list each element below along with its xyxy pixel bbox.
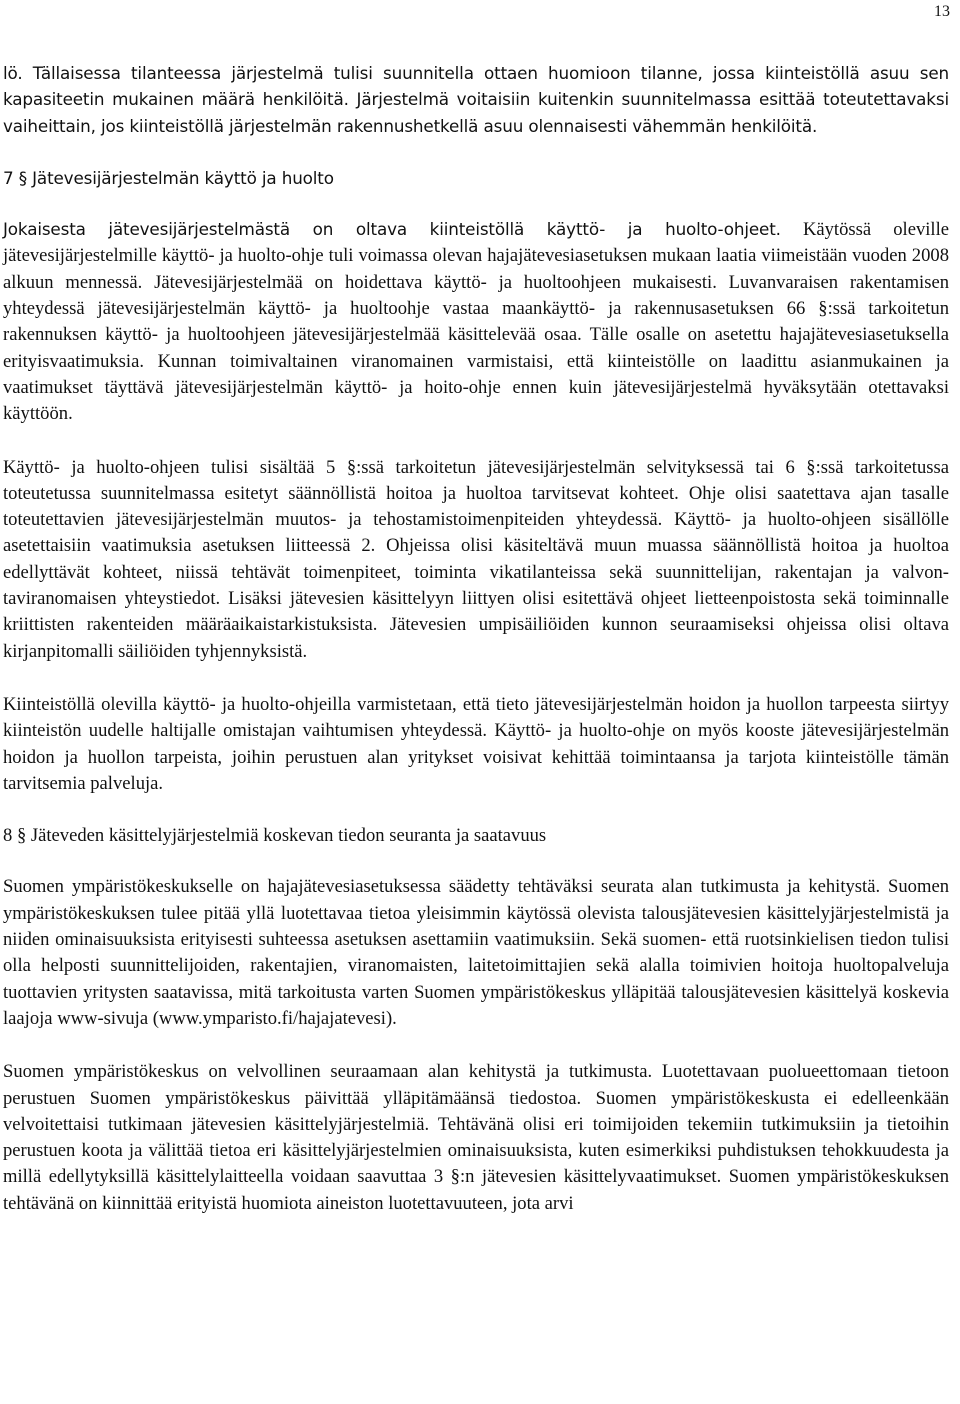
- document-body: [3, 60, 949, 1217]
- spacer: [3, 797, 949, 823]
- section-8-heading: 8 § Jäteveden käsittelyjärjestelmiä koskevan tiedon seuranta ja saatavuus: [3, 825, 547, 847]
- spacer: [3, 428, 949, 455]
- section-7-paragraph-1-body: Käytössä oleville jätevesijärjestelmille käyttö- ja huolto-ohje tuli voimassa olevan hajajätevesiasetuksen mukaan laatia viimeistään vuoden 2008 alkuun mennessä. Jätevesijärjestelmää on hoidettava käyttö- ja huoltoohjeen mukaisesti. Luvanvaraisen rakentamisen yhteydessä jätevesijärjestelmän käyttö- ja huoltoohje vastaa maankäyttö- ja rakennusasetuksen 66 §:ssä tarkoitetun rakennuksen käyttö- ja huoltoohjeen jätevesijärjestelmää käsittelevää osaa. Tälle osalle on asetettu hajajätevesiasetuksella erityisvaatimuksia. Kunnan toimivaltainen viranomainen varmistaisi, että kiinteistölle on laadittu asianmukainen ja vaatimukset täyttävä jätevesijärjestelmän käyttö- ja hoito-ohje ennen kuin jätevesijärjestelmä hyväksytään otettavaksi käyttöön.: [3, 219, 949, 425]
- section-8-paragraph-2: Suomen ympäristökeskus on velvollinen seuraamaan alan kehitystä ja tutkimusta. Luotettavaan puolueettomaan tietoon perustuen Suomen ympäristökeskus päivittää ylläpitämäänsä tiedostoa. Suomen ympäristökeskusta ei edelleenkään velvoitettaisi tutkimaan jätevesien käsittelyjärjestelmiä. Tehtävänä olisi eri toimijoiden tekemiin tutkimuksiin ja tietoihin perustuen koota ja välittää tietoa eri käsittelyjärjestelmien ominaisuuksista, kuten esimerkiksi puhdistuksen tehokkuudesta ja millä edellytyksillä käsittelylaitteella voidaan saavuttaa 3 §:n jätevesien käsittelyvaatimukset. Suomen ympäristökeskuksen tehtävänä on kiinnittää erityistä huomiota aineiston luotettavuuteen, jota arvi: [3, 1061, 949, 1214]
- section-7-heading: 7 § Jätevesijärjestelmän käyttö ja huolto: [3, 167, 334, 188]
- section-7-paragraph-2: Käyttö- ja huolto-ohjeen tulisi sisältää 5 §:ssä tarkoitetun jätevesijärjestelmän selvityksessä tai 6 §:ssä tarkoitetussa toteutetussa suunnitelmassa esitetyt säännöllistä hoitoa ja huoltoa tarvitsevat kohteet. Ohje olisi saatettava ajan tasalle toteutettavien jätevesijärjestelmän muutos- ja tehostamistoimenpiteiden yhteydessä. Käyttö- ja huolto-ohjeen sisällölle asetettaisiin vaatimuksia asetuksen liitteessä 2. Ohjeissa olisi käsiteltävä muun muassa säännöllistä hoitoa ja huoltoa edellyttävät kohteet, niissä tehtävät toimenpiteet, toiminta vikatilanteissa sekä suunnittelijan, rakentajan ja valvontaviranomaisen yhteystiedot. Lisäksi jätevesien käsittelyyn liittyen olisi esitettävä ohjeet lietteenpoistosta sekä toiminnalle kriittisten rakenteiden määräaikaistarkistuksista. Jätevesien umpisäiliöiden kunnon seuraamiseksi ohjeissa olisi oltava kirjanpitomalli säiliöiden tyhjennyksistä.: [3, 456, 949, 662]
- section-7-paragraph-3: Kiinteistöllä olevilla käyttö- ja huolto-ohjeilla varmistetaan, että tieto jätevesijärjestelmän hoidon ja huollon tarpeesta siirtyy kiinteistön uudelle haltijalle omistajan vaihtumisen yhteydessä. Käyttö- ja huolto-ohje on myös kooste jätevesijärjestelmän hoidon ja huollon tarpeista, joihin perustuen alan yritykset voisivat kehittää toimintaansa ja tarjota kiinteistölle tämän tarvitsemia palveluja.: [3, 693, 949, 794]
- page-number: 13: [934, 3, 950, 20]
- spacer: [3, 1032, 949, 1059]
- section-7-paragraph-1: [3, 216, 949, 427]
- spacer: [3, 191, 949, 216]
- intro-paragraph: lö. Tällaisessa tilanteessa järjestelmä tulisi suunnitella ottaen huomioon tilanne, jossa kiinteistöllä asuu sen kapasiteetin mukainen määrä henkilöitä. Järjestelmä voitaisiin kuitenkin suunnitelmassa esittää toteutettavaksi vaiheittain, jos kiinteistöllä järjestelmän rakennushetkellä asuu olennaisesti vähemmän henkilöitä.: [3, 63, 949, 136]
- section-7-paragraph-1-lead: Jokaisesta jätevesijärjestelmästä on oltava kiinteistöllä käyttö- ja huolto-ohjeet.: [3, 219, 781, 240]
- spacer: [3, 665, 949, 692]
- spacer: [3, 139, 949, 165]
- section-8-paragraph-1: Suomen ympäristökeskukselle on hajajätevesiasetuksessa säädetty tehtäväksi seurata alan tutkimusta ja kehitystä. Suomen ympäristökeskuksen tulee pitää yllä luotettavaa tietoa yleisimmin käytössä olevista talousjätevesien käsittelyjärjestelmistä ja niiden ominaisuuksista erityisesti suhteessa asetuksen asettamiin vaatimuksiin. Sekä suomen- että ruotsinkielisen tiedon tulisi olla helposti suunnittelijoiden, rakentajien, viranomaisten, laitetoimittajien sekä alalla toimivien hoitoja huoltopalveluja tuottavien yritysten saatavissa, mitä tarkoitusta varten Suomen ympäristökeskus ylläpitää talousjätevesien käsittelyä koskevia laajoja www-sivuja (www.ymparisto.fi/hajajatevesi).: [3, 876, 949, 1029]
- spacer: [3, 849, 949, 874]
